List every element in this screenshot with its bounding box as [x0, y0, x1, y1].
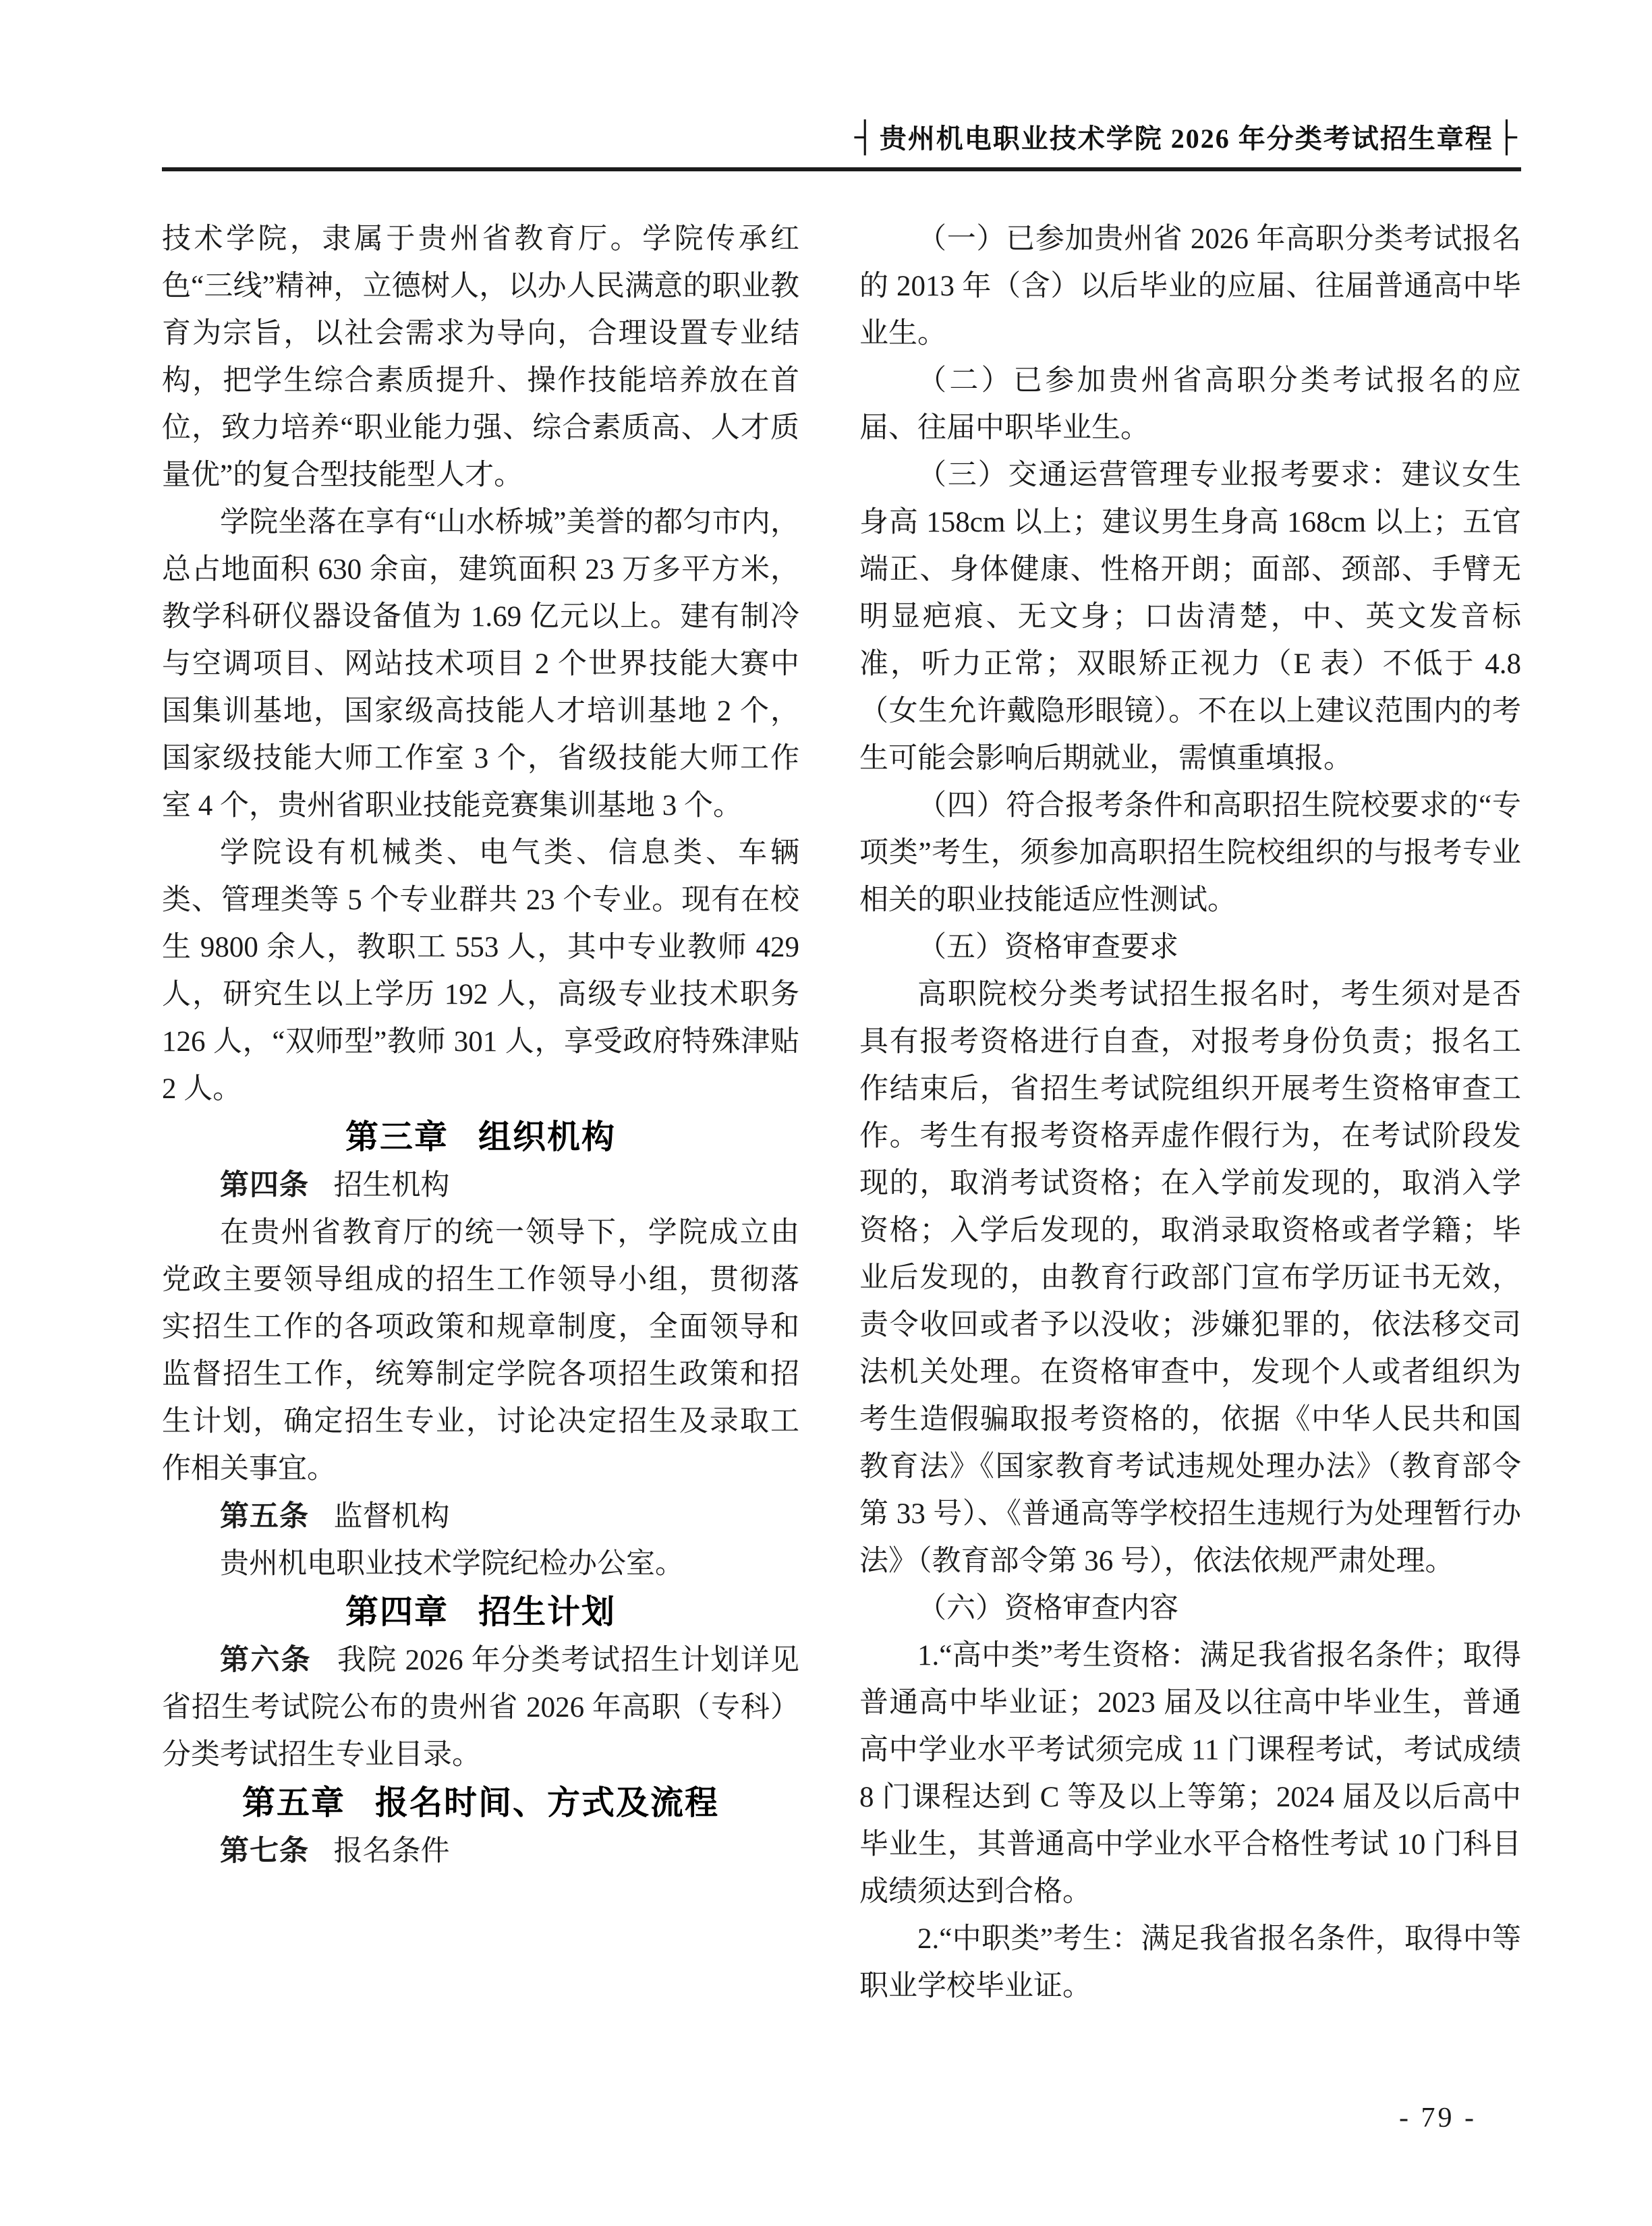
body-paragraph: 1.“高中类”考生资格：满足我省报名条件；取得普通高中毕业证；2023 届及以往高中毕业生，普通高中学业水平考试须完成 11 门课程考试，考试成绩 8 门课程达到 C 等及以上等第；2024 届及以后高中毕业生，其普通高中学业水平合格性考试 10 门科目成绩须达到合格。 [859, 1640, 1521, 1908]
header-title: 贵州机电职业技术学院 2026 年分类考试招生章程 [879, 123, 1493, 154]
header-left-tick: ┤ [854, 120, 877, 153]
chapter-title: 招生计划 [478, 1594, 617, 1630]
two-column-body [0, 216, 1652, 2010]
clause-paragraph [162, 1827, 799, 1875]
body-paragraph: （五）资格审查要求 [917, 932, 1178, 963]
body-paragraph: （四）符合报考条件和高职招生院校要求的“专项类”考生，须参加高职招生院校组织的与报考专业相关的职业技能适应性测试。 [859, 790, 1521, 916]
body-paragraph: （二）已参加贵州省高职分类考试报名的应届、往届中职毕业生。 [859, 365, 1521, 444]
clause-text: 监督机构 [333, 1501, 450, 1533]
body-paragraph: 学院坐落在享有“山水桥城”美誉的都匀市内，总占地面积 630 余亩，建筑面积 23 万多平方米，教学科研仪器设备值为 1.69 亿元以上。建有制冷与空调项目、网站技术项目 2 个世界技能大赛中国集训基地，国家级高技能人才培训基地 2 个，国家级技能大师工作室 3 个，省级技能大师工作室 4 个，贵州省职业技能竞赛集训基地 3 个。 [162, 507, 799, 822]
clause-text: 我院 2026 年分类考试招生计划详见省招生考试院公布的贵州省 2026 年高职（专科）分类考试招生专业目录。 [162, 1645, 800, 1771]
clause-label: 第七条 [220, 1835, 309, 1867]
chapter-heading [162, 1588, 799, 1636]
body-paragraph: （三）交通运营管理专业报考要求：建议女生身高 158cm 以上；建议男生身高 168cm 以上；五官端正、身体健康、性格开朗；面部、颈部、手臂无明显疤痕、无文身；口齿清楚，中、英文发音标准，听力正常；双眼矫正视力（E 表）不低于 4.8（女生允许戴隐形眼镜）。不在以上建议范围内的考生可能会影响后期就业，需慎重填报。 [859, 459, 1521, 774]
chapter-number: 第四章 [345, 1594, 449, 1630]
clause-text: 报名条件 [333, 1835, 450, 1867]
body-paragraph: （一）已参加贵州省 2026 年高职分类考试报名的 2013 年（含）以后毕业的应届、往届普通高中毕业生。 [859, 223, 1521, 349]
body-paragraph: 2.“中职类”考生：满足我省报名条件，取得中等职业学校毕业证。 [859, 1923, 1521, 2002]
chapter-heading [162, 1779, 799, 1827]
chapter-heading [162, 1113, 799, 1162]
page-header [0, 0, 1652, 171]
body-paragraph: 技术学院，隶属于贵州省教育厅。学院传承红色“三线”精神，立德树人，以办人民满意的职业教育为宗旨，以社会需求为导向，合理设置专业结构，把学生综合素质提升、操作技能培养放在首位，致力培养“职业能力强、综合素质高、人才质量优”的复合型技能型人才。 [162, 223, 799, 491]
clause-label: 第四条 [220, 1169, 309, 1201]
chapter-number: 第三章 [345, 1119, 449, 1155]
clause-paragraph [162, 1162, 799, 1209]
running-header [162, 119, 1521, 159]
body-paragraph: 在贵州省教育厅的统一领导下，学院成立由党政主要领导组成的招生工作领导小组，贯彻落实招生工作的各项政策和规章制度，全面领导和监督招生工作，统筹制定学院各项招生政策和招生计划，确定招生专业，讨论决定招生及录取工作相关事宜。 [162, 1217, 799, 1485]
clause-paragraph [162, 1636, 799, 1779]
left-column [162, 216, 799, 1875]
body-paragraph: 学院设有机械类、电气类、信息类、车辆类、管理类等 5 个专业群共 23 个专业。现有在校生 9800 余人，教职工 553 人，其中专业教师 429 人，研究生以上学历 192 人，高级专业技术职务 126 人，“双师型”教师 301 人，享受政府特殊津贴 2 人。 [162, 837, 799, 1105]
header-rule [162, 167, 1521, 171]
body-paragraph: （六）资格审查内容 [917, 1593, 1178, 1624]
header-right-tick: ├ [1496, 120, 1518, 153]
body-paragraph: 贵州机电职业技术学院纪检办公室。 [220, 1548, 684, 1580]
chapter-title: 组织机构 [478, 1119, 617, 1155]
clause-text: 招生机构 [333, 1170, 450, 1201]
clause-label: 第五条 [220, 1500, 309, 1533]
page-number: - 79 - [1399, 2103, 1477, 2134]
body-paragraph: 高职院校分类考试招生报名时，考生须对是否具有报考资格进行自查，对报考身份负责；报名工作结束后，省招生考试院组织开展考生资格审查工作。考生有报考资格弄虚作假行为，在考试阶段发现的，取消考试资格；在入学前发现的，取消入学资格；入学后发现的，取消录取资格或者学籍；毕业后发现的，由教育行政部门宣布学历证书无效，责令收回或者予以没收；涉嫌犯罪的，依法移交司法机关处理。在资格审查中，发现个人或者组织为考生造假骗取报考资格的，依据《中华人民共和国教育法》《国家教育考试违规处理办法》（教育部令第 33 号）、《普通高等学校招生违规行为处理暂行办法》（教育部令第 36 号），依法依规严肃处理。 [859, 979, 1521, 1577]
chapter-title: 报名时间、方式及流程 [375, 1785, 720, 1821]
clause-paragraph [162, 1493, 799, 1541]
clause-label: 第六条 [220, 1644, 312, 1676]
right-column [859, 216, 1521, 2010]
chapter-number: 第五章 [241, 1785, 345, 1821]
